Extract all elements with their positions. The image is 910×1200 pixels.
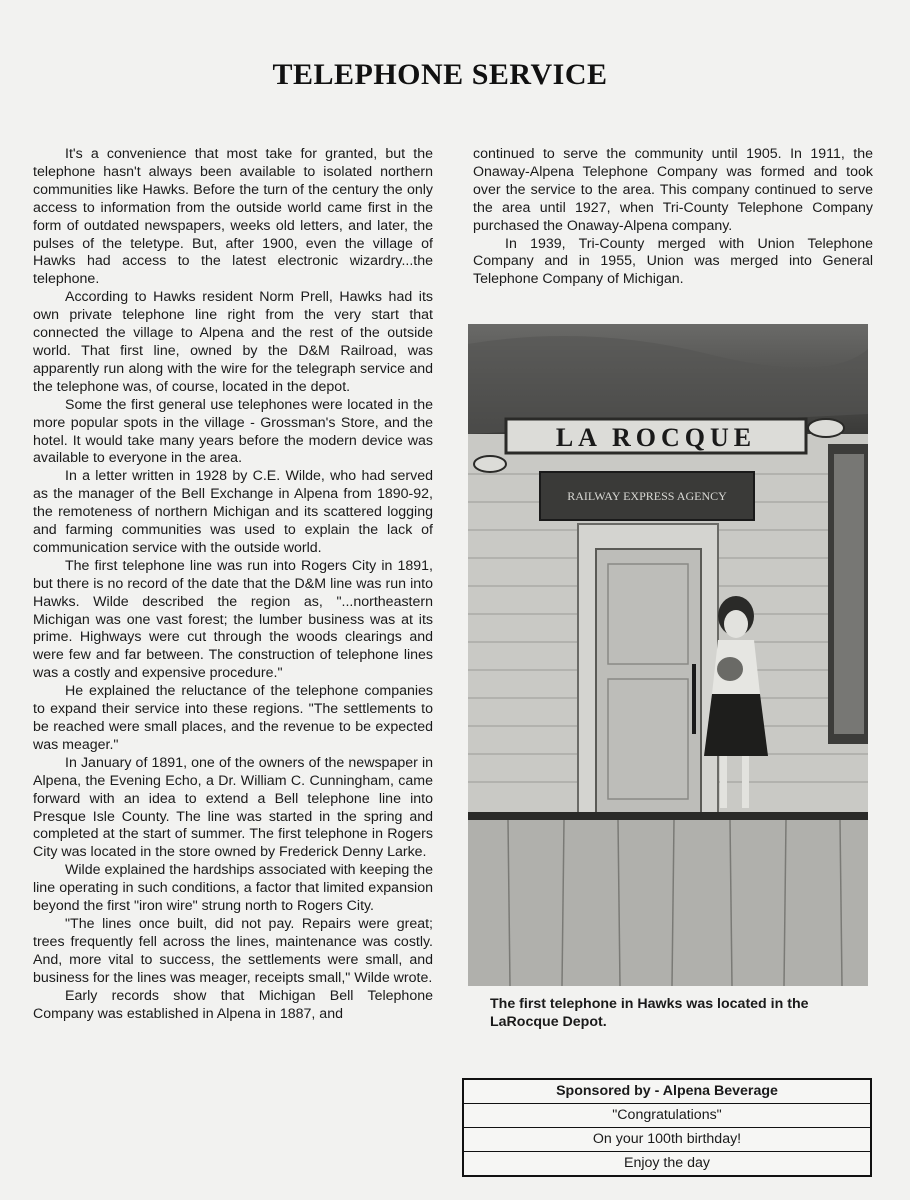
- sponsor-header: Sponsored by - Alpena Beverage: [464, 1080, 870, 1104]
- sponsor-line: On your 100th birthday!: [464, 1128, 870, 1152]
- photo-caption: The first telephone in Hawks was located in the LaRocque Depot.: [490, 996, 809, 1030]
- article-paragraph: Wilde explained the hardships associated with keeping the line operating in such conditions, a factor that limited expansion beyond the first "iron wire" strung north to Rogers City.: [33, 862, 433, 915]
- article-paragraph: He explained the reluctance of the telephone companies to expand their service into these regions. "The settlements to be reached were small places, and the revenue to be expected was meager.": [33, 683, 433, 753]
- article-paragraph: In 1939, Tri-County merged with Union Telephone Company and in 1955, Union was merged into General Telephone Company of Michigan.: [473, 235, 873, 288]
- article-right-column: [473, 146, 873, 289]
- article-paragraph: The first telephone line was run into Rogers City in 1891, but there is no record of the date that the D&M line was run into Hawks. Wilde described the region as, "...northeastern Michigan was one vast forest; the lumber business was at its prime. Highways were cut through the woods clearings and were few and far between. The construction of telephone lines was a costly and expensive procedure.": [33, 557, 433, 682]
- sponsor-line: Enjoy the day: [624, 1155, 710, 1171]
- article-paragraph: "The lines once built, did not pay. Repairs were great; trees frequently fell across the lines, maintenance was costly. And, more vital to success, the settlements were small, and business for the lines was meager, receipts small," Wilde wrote.: [33, 915, 433, 986]
- article-left-column: [33, 146, 433, 1023]
- article-paragraph: It's a convenience that most take for granted, but the telephone hasn't always been available to isolated northern communities like Hawks. Before the turn of the century the only access to information from the outside world came first in the form of outdated newspapers, weeks old letters, and later, the pulses of the teletype. But, after 1900, even the village of Hawks had access to the latest electronic wizardry...the telephone.: [33, 146, 433, 288]
- article-paragraph: continued to serve the community until 1905. In 1911, the Onaway-Alpena Telephone Company was formed and took over the service to the area. This company continued to serve the area until 1927, when Tri-County Telephone Company purchased the Onaway-Alpena company.: [473, 146, 873, 234]
- sponsor-box: [462, 1078, 872, 1177]
- depot-sign: LA ROCQUE: [555, 423, 757, 452]
- sponsor-line: "Congratulations": [464, 1104, 870, 1128]
- article-paragraph: Early records show that Michigan Bell Telephone Company was established in Alpena in 1887, and: [33, 987, 433, 1022]
- page-title: TELEPHONE SERVICE: [272, 58, 608, 91]
- article-paragraph: According to Hawks resident Norm Prell, Hawks had its own private telephone line right from the very start that connected the village to Alpena and the rest of the outside world. That first line, owned by the D&M Railroad, was apparently run along with the wire for the telegraph service and the telephone was, of course, located in the depot.: [33, 289, 433, 395]
- depot-photo: [468, 324, 868, 986]
- article-paragraph: In January of 1891, one of the owners of the newspaper in Alpena, the Evening Echo, a Dr. William C. Cunningham, came forward with an idea to extend a Bell telephone line into Presque Isle County. The line was started in the spring and completed at the start of summer. The first telephone in Rogers City was located in the store owned by Frederick Denny Larke.: [33, 754, 433, 861]
- railway-express-sign: RAILWAY EXPRESS AGENCY: [567, 489, 727, 503]
- article-paragraph: Some the first general use telephones were located in the more popular spots in the village - Grossman's Store, and the hotel. It would take many years before the modern device was available to everyone in the area.: [33, 396, 433, 467]
- article-paragraph: In a letter written in 1928 by C.E. Wilde, who had served as the manager of the Bell Exchange in Alpena from 1890-92, the remoteness of northern Michigan and its scattered logging and farming communities was used to explain the lack of communication service with the outside world.: [33, 468, 433, 556]
